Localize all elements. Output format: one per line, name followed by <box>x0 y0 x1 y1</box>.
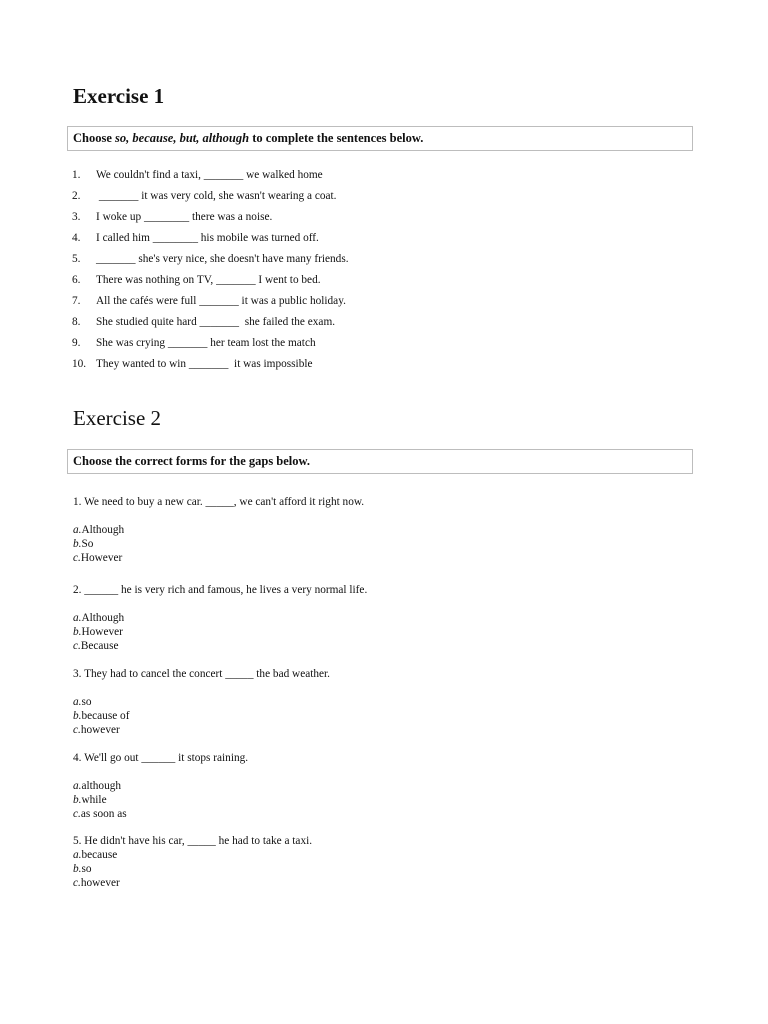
list-item <box>72 334 349 355</box>
option-letter: c. <box>73 808 81 820</box>
list-item <box>72 355 349 376</box>
item-number: 9. <box>72 337 81 349</box>
option-text: because of <box>81 710 130 722</box>
option-item <box>73 807 248 821</box>
option-letter: b. <box>73 710 82 722</box>
option-letter: c. <box>73 877 81 889</box>
options-list <box>73 695 330 737</box>
item-text: She was crying _______ her team lost the match <box>96 337 316 349</box>
option-item <box>73 625 367 639</box>
option-letter: b. <box>73 538 82 550</box>
option-text: Although <box>81 612 125 624</box>
instruction-suffix: to complete the sentences below. <box>252 131 424 145</box>
item-number: 8. <box>72 316 81 328</box>
question-block <box>73 495 364 565</box>
option-letter: a. <box>73 849 82 861</box>
list-item <box>72 271 349 292</box>
option-letter: b. <box>73 863 82 875</box>
option-item <box>73 695 330 709</box>
item-text: She studied quite hard _______ she failed the exam. <box>96 316 336 328</box>
option-letter: c. <box>73 552 81 564</box>
item-text: I called him ________ his mobile was turned off. <box>96 232 319 244</box>
item-text: _______ she's very nice, she doesn't have many friends. <box>96 253 349 265</box>
exercise-1-list <box>72 166 349 376</box>
item-number: 5. <box>72 253 81 265</box>
question-block <box>73 751 248 821</box>
exercise-2-title: Exercise 2 <box>73 406 162 430</box>
instruction-text: Choose the correct forms for the gaps below. <box>73 454 310 468</box>
option-item <box>73 523 364 537</box>
question-block <box>73 583 367 653</box>
list-item <box>72 292 349 313</box>
item-text: There was nothing on TV, _______ I went to bed. <box>96 274 321 286</box>
option-item <box>73 709 330 723</box>
question-block <box>73 834 312 890</box>
option-text: So <box>81 538 94 550</box>
option-item <box>73 537 364 551</box>
item-number: 7. <box>72 295 81 307</box>
option-text: although <box>81 780 122 792</box>
item-number: 6. <box>72 274 81 286</box>
option-letter: b. <box>73 794 82 806</box>
exercise-1-instruction <box>67 126 693 151</box>
option-text: so <box>81 863 92 875</box>
list-item <box>72 187 349 208</box>
option-item <box>73 551 364 565</box>
list-item <box>72 229 349 250</box>
option-text: as soon as <box>80 808 127 820</box>
item-text: We couldn't find a taxi, _______ we walked home <box>96 169 323 181</box>
exercise-2-instruction <box>67 449 693 474</box>
option-item <box>73 862 312 876</box>
options-list <box>73 523 364 565</box>
question-text: 3. They had to cancel the concert _____ the bad weather. <box>73 668 331 680</box>
option-text: Because <box>80 640 119 652</box>
item-text: All the cafés were full _______ it was a public holiday. <box>96 295 346 307</box>
list-item <box>72 208 349 229</box>
option-letter: c. <box>73 640 81 652</box>
item-text: They wanted to win _______ it was impossible <box>96 358 313 370</box>
item-number: 3. <box>72 211 81 223</box>
item-number: 1. <box>72 169 81 181</box>
item-text: _______ it was very cold, she wasn't wearing a coat. <box>96 190 337 202</box>
option-item <box>73 723 330 737</box>
question-text: 4. We'll go out ______ it stops raining. <box>73 752 249 764</box>
item-text: I woke up ________ there was a noise. <box>96 211 273 223</box>
question-text: 2. ______ he is very rich and famous, he lives a very normal life. <box>73 584 368 596</box>
option-letter: c. <box>73 724 81 736</box>
options-list <box>73 779 248 821</box>
exercise-1-title: Exercise 1 <box>73 84 165 108</box>
instruction-prefix: Choose <box>73 131 112 145</box>
option-text: Although <box>81 524 125 536</box>
option-text: because <box>81 849 118 861</box>
question-text: 5. He didn't have his car, _____ he had to take a taxi. <box>73 835 313 847</box>
option-letter: b. <box>73 626 82 638</box>
option-item <box>73 779 248 793</box>
option-item <box>73 848 312 862</box>
option-text: However <box>80 552 123 564</box>
list-item <box>72 250 349 271</box>
option-letter: a. <box>73 524 82 536</box>
options-list <box>73 611 367 653</box>
option-text: so <box>81 696 92 708</box>
option-text: however <box>80 724 120 736</box>
option-text: However <box>81 626 123 638</box>
instruction-words: so, because, but, although <box>115 131 250 145</box>
item-number: 4. <box>72 232 81 244</box>
option-item <box>73 639 367 653</box>
list-item <box>72 313 349 334</box>
option-letter: a. <box>73 696 82 708</box>
option-item <box>73 793 248 807</box>
option-item <box>73 876 312 890</box>
option-letter: a. <box>73 780 82 792</box>
list-item <box>72 166 349 187</box>
option-letter: a. <box>73 612 82 624</box>
question-text: 1. We need to buy a new car. _____, we can't afford it right now. <box>73 496 365 508</box>
item-number: 10. <box>72 358 87 370</box>
item-number: 2. <box>72 190 81 202</box>
question-block <box>73 667 330 737</box>
option-text: while <box>81 794 107 806</box>
option-item <box>73 611 367 625</box>
options-list <box>73 848 312 890</box>
option-text: however <box>80 877 120 889</box>
